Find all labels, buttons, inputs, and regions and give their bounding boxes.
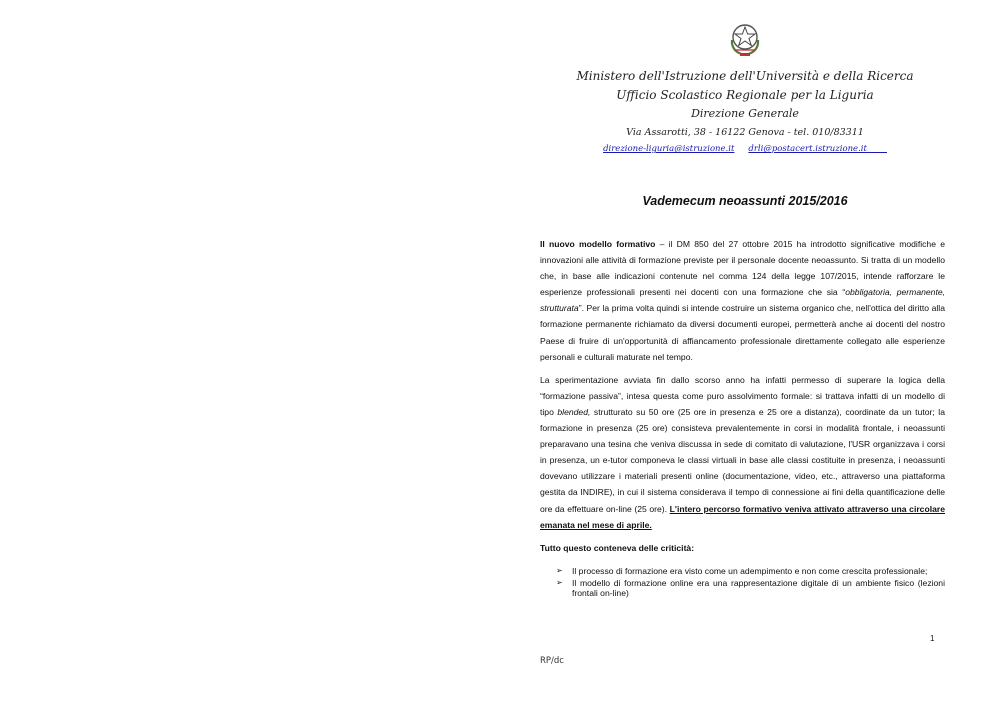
list-item-text: Il modello di formazione online era una rappresentazione digitale di un ambiente fisico (lezioni frontali on-line)	[572, 577, 945, 598]
email-link-pec[interactable]: drli@postacert.istruzione.it	[748, 144, 867, 154]
letterhead	[540, 68, 950, 154]
ministry-name: Ministero dell'Istruzione dell'Università e della Ricerca	[576, 69, 914, 83]
direction-name: Direzione Generale	[691, 107, 799, 120]
paragraph-lead: Il nuovo modello formativo	[540, 239, 656, 249]
paragraph-text: ”. Per la prima volta quindi si intende costruire un sistema organico che, nell'ottica del diritto alla formazione permanente richiamato da diversi documenti europei, permetterà anche ai docenti del nostro Paese di fruire di un'opportunità di affiancamento professionale direttamente collegato alle esperienze personali e culturali maturate nel tempo.	[540, 303, 945, 362]
document-title: Vademecum neoassunti 2015/2016	[642, 194, 848, 208]
paragraph-emphasis: blended,	[557, 406, 591, 417]
list-item-text: Il processo di formazione era visto come un adempimento e non come crescita professionale;	[572, 565, 928, 576]
arrow-bullet-icon: ➢	[556, 565, 563, 575]
italian-republic-emblem-icon	[727, 20, 763, 58]
list-item	[556, 578, 945, 598]
footer-initials: RP/dc	[540, 656, 564, 666]
document-body	[540, 236, 945, 600]
paragraph-text: strutturato su 50 ore (25 ore in presenza e 25 ore a distanza), coordinate da un tutor; la formazione in presenza (25 ore) consisteva prevalentemente in corsi in modalità frontale, i neoassunti preparavano una tesina che veniva discussa in sede di comitato di valutazione, l'USR organizzava i corsi in presenza, un e-tutor componeva le classi virtuali in base alle classi costituite in presenza, i neoassunti dovevano utilizzare i materiali presenti online (documentazione, video, etc., attraverso una piattaforma gestita da INDIRE), in cui il sistema considerava il tempo di connessione ai fini della quantificazione delle ore da effettuare on-line (25 ore).	[540, 406, 945, 514]
criticita-heading: Tutto questo conteneva delle criticità:	[540, 542, 695, 553]
email-link-direzione[interactable]: direzione-liguria@istruzione.it	[603, 144, 735, 154]
paragraph-sperimentazione	[540, 372, 945, 533]
page-number: 1	[930, 634, 935, 643]
address-line: Via Assarotti, 38 - 16122 Genova - tel. 010/83311	[626, 127, 864, 138]
contact-links	[540, 144, 950, 154]
paragraph-underlined: L'intero percorso formativo veniva attivato attraverso una circolare emanata nel mese di aprile.	[540, 503, 945, 530]
criticita-list	[540, 566, 945, 598]
paragraph-modello-formativo	[540, 236, 945, 365]
paragraph-text: La sperimentazione avviata fin dallo scorso anno ha infatti permesso di superare la logica della “formazione passiva”, intesa questa come puro assolvimento formale: si trattava infatti di un modello di tipo	[540, 374, 945, 417]
paragraph-emphasis: obbligatoria, permanente, strutturata	[540, 287, 946, 314]
arrow-bullet-icon: ➢	[556, 577, 563, 587]
office-name: Ufficio Scolastico Regionale per la Liguria	[616, 88, 874, 102]
list-item	[556, 566, 945, 576]
paragraph-text: – il DM 850 del 27 ottobre 2015 ha introdotto significative modifiche e innovazioni alle attività di formazione previste per il personale docente neoassunto. Si tratta di un modello che, in base alle indicazioni contenute nel comma 124 della legge 107/2015, intende rafforzare le esperienze professionali presenti nei docenti con una formazione che sia “	[540, 239, 945, 298]
